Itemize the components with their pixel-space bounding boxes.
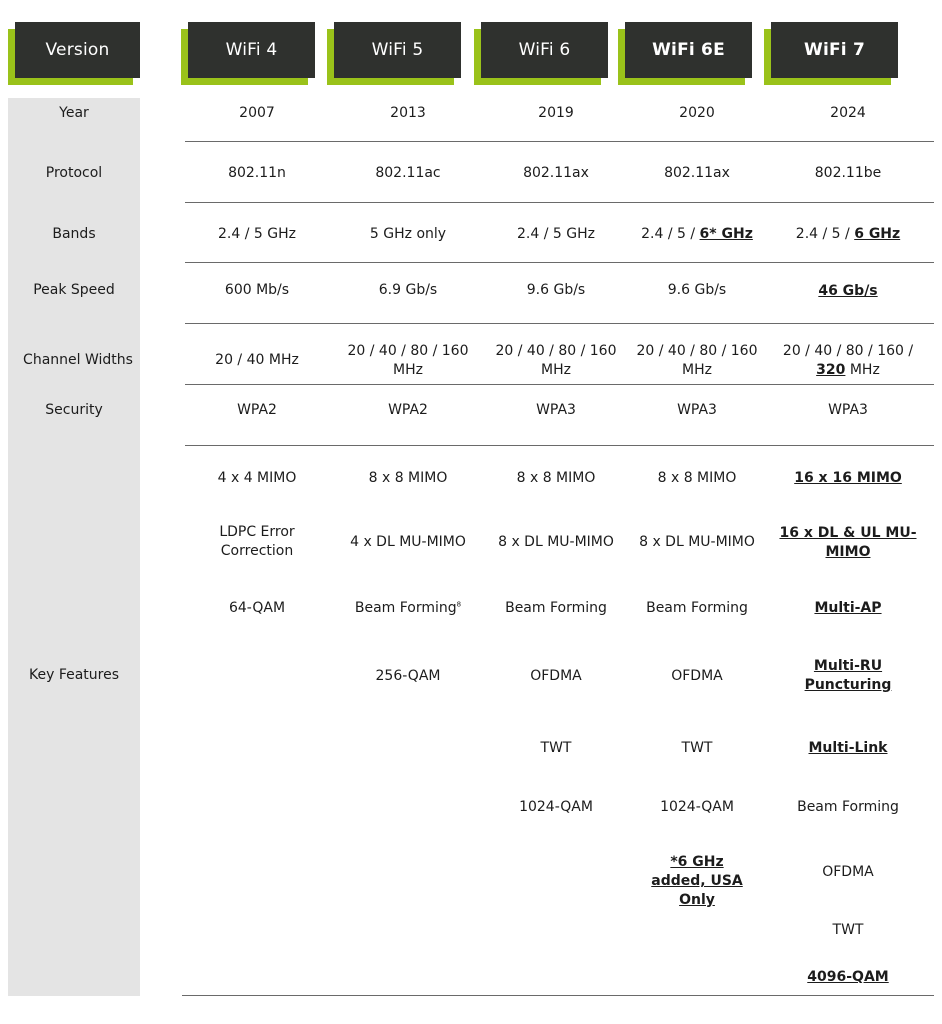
wifi7-feature: Beam Forming	[797, 799, 899, 815]
header-wifi6e	[625, 22, 752, 78]
row-divider	[185, 202, 934, 203]
header-wifi4-label: WiFi 4	[188, 22, 315, 78]
wifi7-protocol: 802.11be	[814, 165, 882, 181]
wifi5-bands: 5 GHz only	[369, 226, 447, 242]
wifi7-feature: OFDMA	[822, 864, 874, 880]
wifi5-peak-speed: 6.9 Gb/s	[378, 282, 438, 298]
wifi6-channel-widths: 20 / 40 / 80 / 160 MHz	[495, 343, 617, 378]
wifi7-bands-prefix: 2.4 / 5 /	[795, 226, 855, 242]
wifi4-bands: 2.4 / 5 GHz	[218, 226, 296, 242]
wifi6e-peak-speed: 9.6 Gb/s	[667, 282, 727, 298]
wifi4-feature: LDPC Error Correction	[219, 524, 295, 559]
wifi7-security: WPA3	[828, 402, 868, 418]
wifi6e-feature: OFDMA	[671, 668, 723, 684]
wifi6e-bands	[627, 225, 767, 244]
wifi6-feature: TWT	[540, 740, 572, 756]
wifi7-feature: Multi-RU Puncturing	[804, 658, 892, 693]
header-wifi5-label: WiFi 5	[334, 22, 461, 78]
wifi7-bands-new: 6 GHz	[854, 226, 901, 242]
header-wifi4	[188, 22, 315, 78]
wifi6e-channel-widths: 20 / 40 / 80 / 160 MHz	[636, 343, 758, 378]
wifi4-peak-speed: 600 Mb/s	[224, 282, 290, 298]
wifi4-feature: 64-QAM	[228, 600, 286, 616]
wifi7-feature: 4096-QAM	[807, 969, 889, 985]
header-version-label: Version	[15, 22, 140, 78]
wifi6-year: 2019	[538, 105, 574, 121]
wifi6e-bands-prefix: 2.4 / 5 /	[641, 226, 700, 242]
wifi5-security: WPA2	[388, 402, 428, 418]
row-label-key-features: Key Features	[28, 667, 120, 683]
wifi5-protocol: 802.11ac	[375, 165, 441, 181]
wifi7-feature: 16 x 16 MIMO	[794, 470, 902, 486]
row-label-channel-widths: Channel Widths	[23, 352, 133, 368]
wifi5-feature	[338, 599, 478, 618]
wifi4-protocol: 802.11n	[228, 165, 286, 181]
header-wifi6-label: WiFi 6	[481, 22, 608, 78]
wifi4-year: 2007	[239, 105, 275, 121]
header-wifi6e-label: WiFi 6E	[625, 22, 752, 78]
wifi6-feature: 1024-QAM	[519, 799, 593, 815]
row-divider	[185, 323, 934, 324]
row-label-security: Security	[45, 402, 103, 418]
wifi7-channel-widths	[778, 342, 918, 380]
wifi6e-feature: 8 x 8 MIMO	[657, 470, 737, 486]
header-wifi5	[334, 22, 461, 78]
wifi6e-security: WPA3	[677, 402, 717, 418]
wifi5-feature-text: Beam Forming	[354, 600, 457, 616]
wifi7-channel-new: 320	[816, 362, 846, 378]
row-divider	[185, 262, 934, 263]
wifi5-feature: 8 x 8 MIMO	[368, 470, 448, 486]
wifi4-channel-widths: 20 / 40 MHz	[215, 352, 299, 368]
wifi7-feature: Multi-Link	[808, 740, 888, 756]
wifi5-feature: 256-QAM	[375, 668, 441, 684]
wifi6-security: WPA3	[536, 402, 576, 418]
row-divider	[185, 445, 934, 446]
wifi6-bands: 2.4 / 5 GHz	[517, 226, 595, 242]
row-label-bands: Bands	[52, 226, 96, 242]
wifi7-feature: TWT	[832, 922, 864, 938]
wifi6e-feature: 1024-QAM	[660, 799, 734, 815]
wifi6e-footnote: *6 GHz added, USA Only	[651, 854, 743, 908]
wifi6e-feature: Beam Forming	[646, 600, 748, 616]
wifi6-peak-speed: 9.6 Gb/s	[526, 282, 586, 298]
wifi7-peak-speed: 46 Gb/s	[818, 283, 878, 299]
row-divider	[185, 384, 934, 385]
wifi4-security: WPA2	[237, 402, 277, 418]
wifi6-feature: 8 x DL MU-MIMO	[498, 534, 614, 550]
wifi6e-bands-new: 6* GHz	[699, 226, 753, 242]
header-wifi7	[771, 22, 898, 78]
wifi7-feature: 16 x DL & UL MU-MIMO	[779, 525, 917, 560]
wifi4-feature: 4 x 4 MIMO	[217, 470, 297, 486]
row-label-year: Year	[59, 105, 89, 121]
wifi6-protocol: 802.11ax	[523, 165, 589, 181]
wifi5-channel-widths: 20 / 40 / 80 / 160 MHz	[347, 343, 469, 378]
table-bottom-rule	[182, 995, 934, 996]
wifi6e-feature: TWT	[681, 740, 713, 756]
wifi6e-protocol: 802.11ax	[664, 165, 730, 181]
wifi6-feature: 8 x 8 MIMO	[516, 470, 596, 486]
wifi6e-feature: 8 x DL MU-MIMO	[639, 534, 755, 550]
wifi7-bands	[778, 225, 918, 244]
wifi7-channel-prefix: 20 / 40 / 80 / 160 /	[782, 343, 914, 359]
wifi6e-year: 2020	[679, 105, 715, 121]
wifi5-year: 2013	[390, 105, 426, 121]
wifi6-feature: OFDMA	[530, 668, 582, 684]
row-label-peak-speed: Peak Speed	[33, 282, 115, 298]
row-divider	[185, 141, 934, 142]
header-wifi6	[481, 22, 608, 78]
wifi5-feature: 4 x DL MU-MIMO	[350, 534, 466, 550]
footnote-marker: 8	[456, 600, 462, 609]
wifi6-feature: Beam Forming	[505, 600, 607, 616]
header-wifi7-label: WiFi 7	[771, 22, 898, 78]
header-version	[15, 22, 140, 78]
row-label-protocol: Protocol	[45, 165, 103, 181]
wifi7-year: 2024	[830, 105, 866, 121]
wifi7-channel-suffix: MHz	[845, 362, 880, 378]
wifi7-feature: Multi-AP	[814, 600, 882, 616]
